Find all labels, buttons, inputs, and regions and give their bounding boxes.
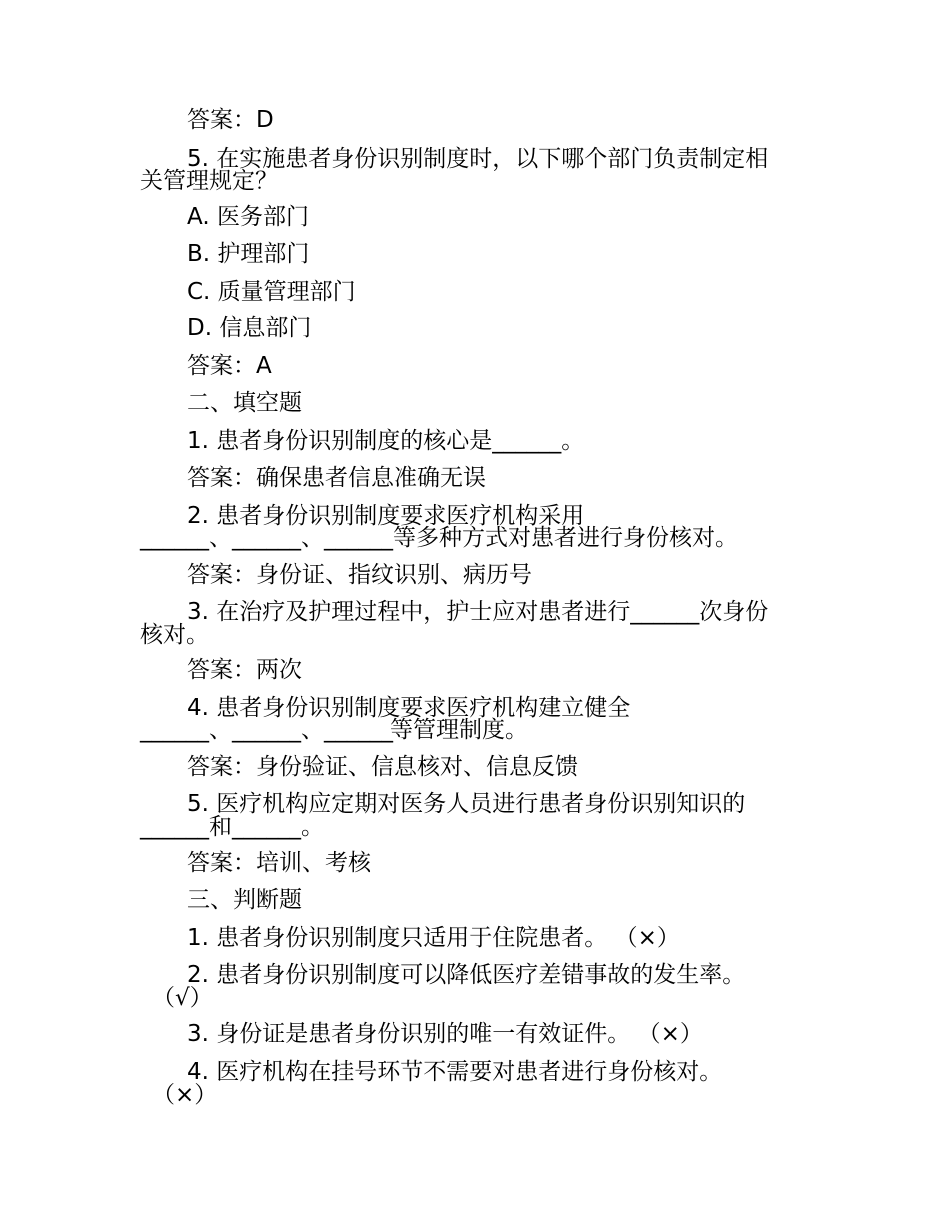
question-text: 2. 患者身份识别制度要求医疗机构采用 bbox=[187, 503, 585, 529]
question-text: 1. 患者身份识别制度的核心是______。 bbox=[187, 428, 585, 454]
answer-line: 答案：身份验证、信息核对、信息反馈 bbox=[187, 754, 578, 780]
statement-text: 4. 医疗机构在挂号环节不需要对患者进行身份核对。 bbox=[187, 1059, 723, 1085]
section-heading: 三、判断题 bbox=[187, 887, 302, 913]
option-b: B. 护理部门 bbox=[187, 241, 310, 267]
option-a: A. 医务部门 bbox=[187, 204, 309, 230]
question-text: 5. 医疗机构应定期对医务人员进行患者身份识别知识的 bbox=[187, 791, 746, 817]
question-text: 5. 在实施患者身份识别制度时，以下哪个部门负责制定相 bbox=[187, 146, 769, 172]
question-text-continued: ______、______、______等多种方式对患者进行身份核对。 bbox=[140, 525, 738, 551]
question-text-continued: ______和______。 bbox=[140, 814, 324, 840]
section-heading: 二、填空题 bbox=[187, 390, 302, 416]
statement-text: 2. 患者身份识别制度可以降低医疗差错事故的发生率。 bbox=[187, 962, 746, 988]
option-c: C. 质量管理部门 bbox=[187, 279, 356, 305]
judgement-mark: （×） bbox=[152, 1082, 218, 1108]
answer-line: 答案：D bbox=[187, 107, 274, 133]
option-d: D. 信息部门 bbox=[187, 315, 312, 341]
statement-text: 3. 身份证是患者身份识别的唯一有效证件。 （×） bbox=[187, 1021, 703, 1047]
judgement-mark: （√） bbox=[152, 985, 213, 1011]
answer-line: 答案：培训、考核 bbox=[187, 850, 371, 876]
question-text-continued: 核对。 bbox=[140, 622, 209, 648]
answer-line: 答案：身份证、指纹识别、病历号 bbox=[187, 562, 532, 588]
answer-line: 答案：A bbox=[187, 353, 272, 379]
question-text-continued: 等管理制度。 bbox=[390, 717, 528, 743]
question-text: 4. 患者身份识别制度要求医疗机构建立健全 bbox=[187, 695, 631, 721]
question-text: 3. 在治疗及护理过程中，护士应对患者进行______次身份 bbox=[187, 599, 769, 625]
question-text-continued: 关管理规定？ bbox=[140, 168, 278, 194]
answer-line: 答案：两次 bbox=[187, 657, 302, 683]
statement-text: 1. 患者身份识别制度只适用于住院患者。 （×） bbox=[187, 925, 680, 951]
answer-line: 答案：确保患者信息准确无误 bbox=[187, 465, 486, 491]
blank-row: ______、______、______ bbox=[140, 717, 393, 743]
